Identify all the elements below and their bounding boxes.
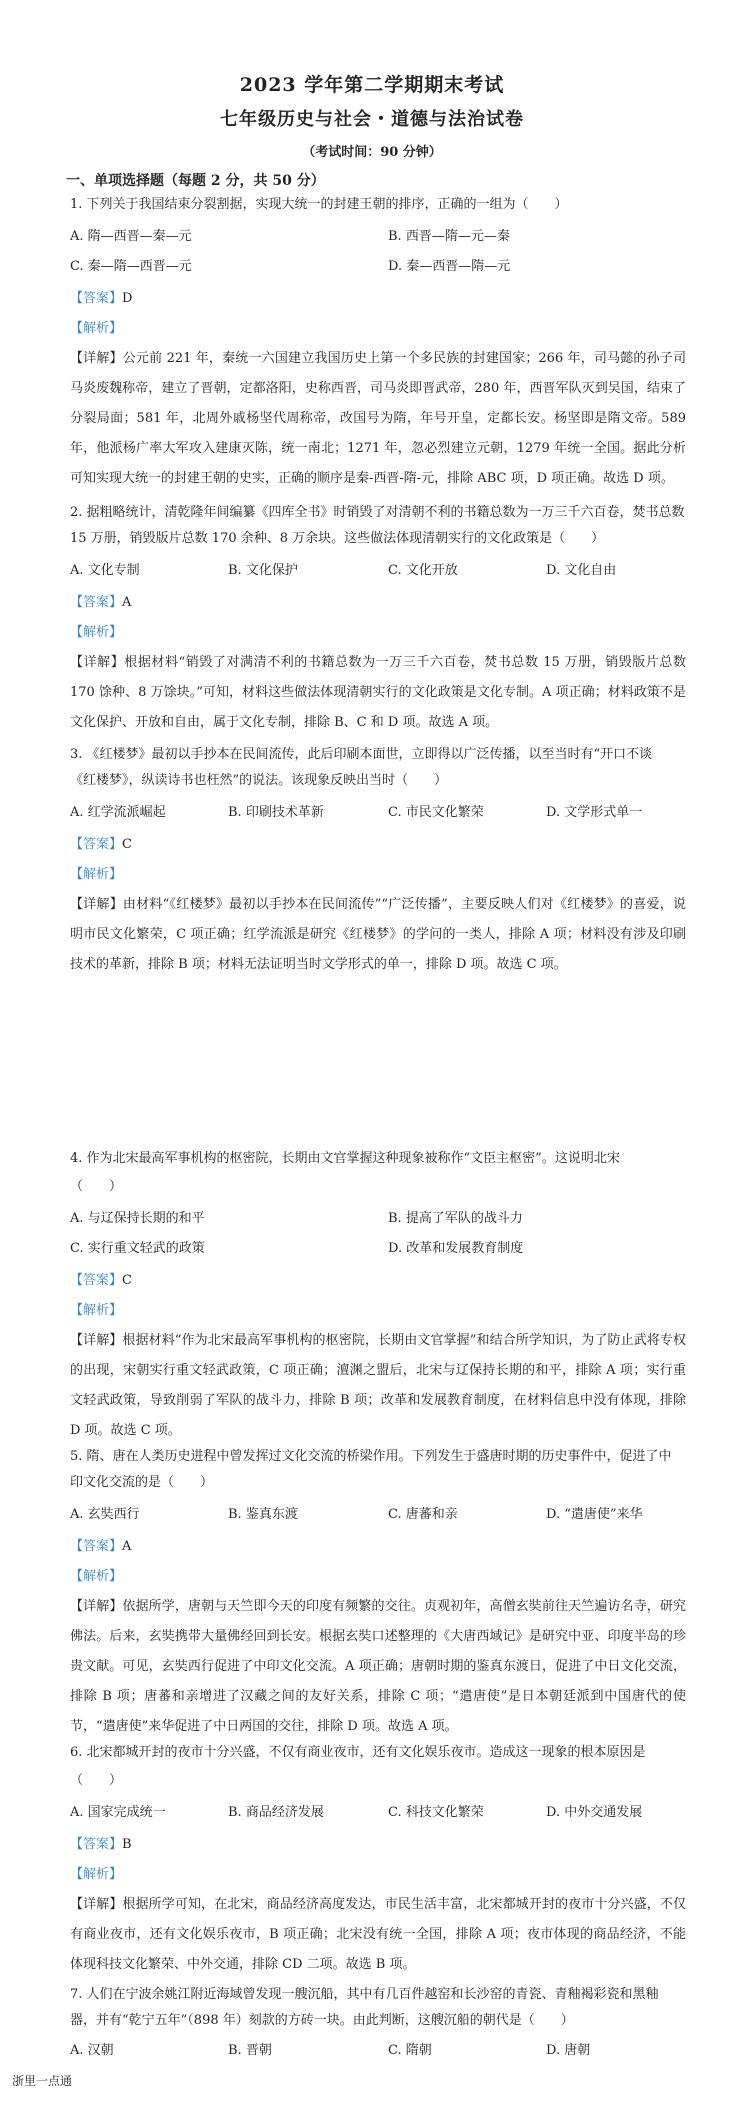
- q2-detail: 【详解】根据材料“销毁了对满清不利的书籍总数为一万三千六百卷，焚书总数 15 万册，销毁版片总数 170 馀种、8 万馀块。”可知，材料这些做法体现清朝实行的文化政策是文化专制。A 项正确；材料政策不是文化保护、开放和自由，属于文化专制，排除 B、C 和 D 项。故选 A 项。: [70, 655, 686, 730]
- q2-option-a: A. 文化专制: [70, 563, 140, 578]
- q5-answer: 【答案】A: [70, 1539, 132, 1554]
- q2-stem-line2: 15 万册，销毁版片总数 170 余种、8 万余块。这些做法体现清朝实行的文化政策是（ ）: [70, 531, 605, 546]
- q1-analysis-label: 【解析】: [70, 321, 123, 336]
- q4-stem-line1: 4. 作为北宋最高军事机构的枢密院，长期由文官掌握这种现象被称作“文臣主枢密”。这说明北宋: [70, 1151, 620, 1166]
- q4-option-b: B. 提高了军队的战斗力: [388, 1211, 523, 1226]
- q7-option-a: A. 汉朝: [70, 2043, 114, 2058]
- q7-option-c: C. 隋朝: [388, 2043, 432, 2058]
- exam-subtitle: 七年级历史与社会・道德与法治试卷: [220, 109, 524, 130]
- q5-stem-line1: 5. 隋、唐在人类历史进程中曾发挥过文化交流的桥梁作用。下列发生于盛唐时期的历史事件中，促进了中: [70, 1449, 672, 1464]
- q5-analysis-label: 【解析】: [70, 1569, 123, 1584]
- q3-option-d: D. 文学形式单一: [546, 805, 643, 820]
- q6-analysis-label: 【解析】: [70, 1867, 123, 1882]
- q3-option-a: A. 红学流派崛起: [70, 805, 166, 820]
- q5-detail: 【详解】依据所学，唐朝与天竺即今天的印度有频繁的交往。贞观初年，高僧玄奘前往天竺遍访名寺，研究佛法。后来，玄奘携带大量佛经回到长安。根据玄奘口述整理的《大唐西域记》是研究中亚、印度半岛的珍贵文献。可见，玄奘西行促进了中印文化交流。A 项正确；唐朝时期的鉴真东渡日，促进了中日文化交流，排除 B 项；唐蕃和亲增进了汉藏之间的友好关系，排除 C 项；“遣唐使”是日本朝廷派到中国唐代的使节，“遣唐使”来华促进了中日两国的交往，排除 D 项。故选 A 项。: [70, 1599, 686, 1734]
- q7-option-d: D. 唐朝: [546, 2043, 591, 2058]
- q6-option-c: C. 科技文化繁荣: [388, 1805, 484, 1820]
- q3-stem-line1: 3. 《红楼梦》最初以手抄本在民间流传，此后印刷本面世，立即得以广泛传播，以至当时有“开口不谈: [70, 747, 653, 762]
- q4-analysis-label: 【解析】: [70, 1303, 123, 1318]
- q5-option-a: A. 玄奘西行: [70, 1507, 140, 1522]
- q4-option-d: D. 改革和发展教育制度: [388, 1241, 524, 1256]
- q2-option-c: C. 文化开放: [388, 563, 458, 578]
- q6-stem-line2: （ ）: [70, 1773, 123, 1788]
- q6-option-d: D. 中外交通发展: [546, 1805, 643, 1820]
- q2-answer: 【答案】A: [70, 595, 132, 610]
- q1-answer: 【答案】D: [70, 291, 133, 306]
- q2-option-d: D. 文化自由: [546, 563, 617, 578]
- q1-stem: 1. 下列关于我国结束分裂割据，实现大统一的封建王朝的排序，正确的一组为（ ）: [70, 197, 568, 212]
- q1-option-d: D. 秦—西晋—隋—元: [388, 259, 511, 274]
- q6-answer: 【答案】B: [70, 1837, 132, 1852]
- q5-stem-line2: 印文化交流的是（ ）: [70, 1475, 214, 1490]
- q1-detail: 【详解】公元前 221 年，秦统一六国建立我国历史上第一个多民族的封建国家；266 年，司马懿的孙子司马炎废魏称帝，建立了晋朝，定都洛阳，史称西晋，司马炎即晋武帝，280 年，西晋军队灭到吴国，结束了分裂局面；581 年，北周外戚杨坚代周称帝，改国号为隋，年号开皇，定都长安。杨坚即是隋文帝。589 年，他派杨广率大军攻入建康灭陈，统一南北；1271 年，忽必烈建立元朝，1279 年统一全国。据此分析可知实现大统一的封建王朝的史实，正确的顺序是秦-西晋-隋-元，排除 ABC 项，D 项正确。故选 D 项。: [70, 351, 686, 486]
- q5-option-c: C. 唐蕃和亲: [388, 1507, 458, 1522]
- q6-detail: 【详解】根据所学可知，在北宋，商品经济高度发达，市民生活丰富，北宋都城开封的夜市十分兴盛，不仅有商业夜市，还有文化娱乐夜市，B 项正确；北宋没有统一全国，排除 A 项；夜市体现的商品经济，不能体现科技文化繁荣、中外交通，排除 CD 二项。故选 B 项。: [70, 1897, 686, 1972]
- q2-stem-line1: 2. 据粗略统计，清乾隆年间编纂《四库全书》时销毁了对清朝不利的书籍总数为一万三千六百卷，焚书总数: [70, 505, 685, 520]
- q5-option-d: D. “遣唐使”来华: [546, 1507, 643, 1522]
- q2-analysis-label: 【解析】: [70, 625, 123, 640]
- footer-brand: 浙里一点通: [12, 2074, 73, 2088]
- section-heading: 一、单项选择题（每题 2 分，共 50 分）: [66, 173, 325, 189]
- q3-stem-line2: 《红楼梦》，纵读诗书也枉然”的说法。该现象反映出当时（ ）: [70, 773, 448, 788]
- q7-stem-line1: 7. 人们在宁波余姚江附近海域曾发现一艘沉船，其中有几百件越窑和长沙窑的青瓷、青釉褐彩瓷和黑釉: [70, 1987, 659, 2002]
- q2-option-b: B. 文化保护: [228, 563, 298, 578]
- q6-option-a: A. 国家完成统一: [70, 1805, 166, 1820]
- q7-option-b: B. 晋朝: [228, 2043, 272, 2058]
- q3-option-c: C. 市民文化繁荣: [388, 805, 484, 820]
- q4-option-a: A. 与辽保持长期的和平: [70, 1211, 205, 1226]
- q3-option-b: B. 印刷技术革新: [228, 805, 324, 820]
- q4-answer: 【答案】C: [70, 1273, 132, 1288]
- exam-time: （考试时间：90 分钟）: [302, 145, 442, 160]
- q1-option-c: C. 秦—隋—西晋—元: [70, 259, 192, 274]
- q6-stem-line1: 6. 北宋都城开封的夜市十分兴盛，不仅有商业夜市，还有文化娱乐夜市。造成这一现象的根本原因是: [70, 1745, 646, 1760]
- q7-stem-line2: 器，并有“乾宁五年”（898 年）刻款的方砖一块。由此判断，这艘沉船的朝代是（ ）: [70, 2013, 574, 2028]
- q3-detail: 【详解】由材料“《红楼梦》最初以手抄本在民间流传”“广泛传播”，主要反映人们对《红楼梦》的喜爱，说明市民文化繁荣，C 项正确；红学流派是研究《红楼梦》的学问的一类人，排除 A 项；材料没有涉及印刷技术的革新，排除 B 项；材料无法证明当时文学形式的单一，排除 D 项。故选 C 项。: [70, 897, 686, 972]
- q1-option-b: B. 西晋—隋—元—秦: [388, 229, 510, 244]
- q4-detail: 【详解】根据材料“作为北宋最高军事机构的枢密院，长期由文官掌握”和结合所学知识，为了防止武将专权的出现，宋朝实行重文轻武政策，C 项正确；澶渊之盟后，北宋与辽保持长期的和平，排除 A 项；实行重文轻武政策，导致削弱了军队的战斗力，排除 B 项；改革和发展教育制度，在材料信息中没有体现，排除 D 项。故选 C 项。: [70, 1333, 686, 1438]
- q1-option-a: A. 隋—西晋—秦—元: [70, 229, 192, 244]
- q4-option-c: C. 实行重文轻武的政策: [70, 1241, 205, 1256]
- q4-stem-line2: （ ）: [70, 1179, 123, 1194]
- q3-analysis-label: 【解析】: [70, 867, 123, 882]
- q3-answer: 【答案】C: [70, 837, 132, 852]
- exam-title: 2023 学年第二学期期末考试: [239, 74, 505, 96]
- q5-option-b: B. 鉴真东渡: [228, 1507, 298, 1522]
- q6-option-b: B. 商品经济发展: [228, 1805, 324, 1820]
